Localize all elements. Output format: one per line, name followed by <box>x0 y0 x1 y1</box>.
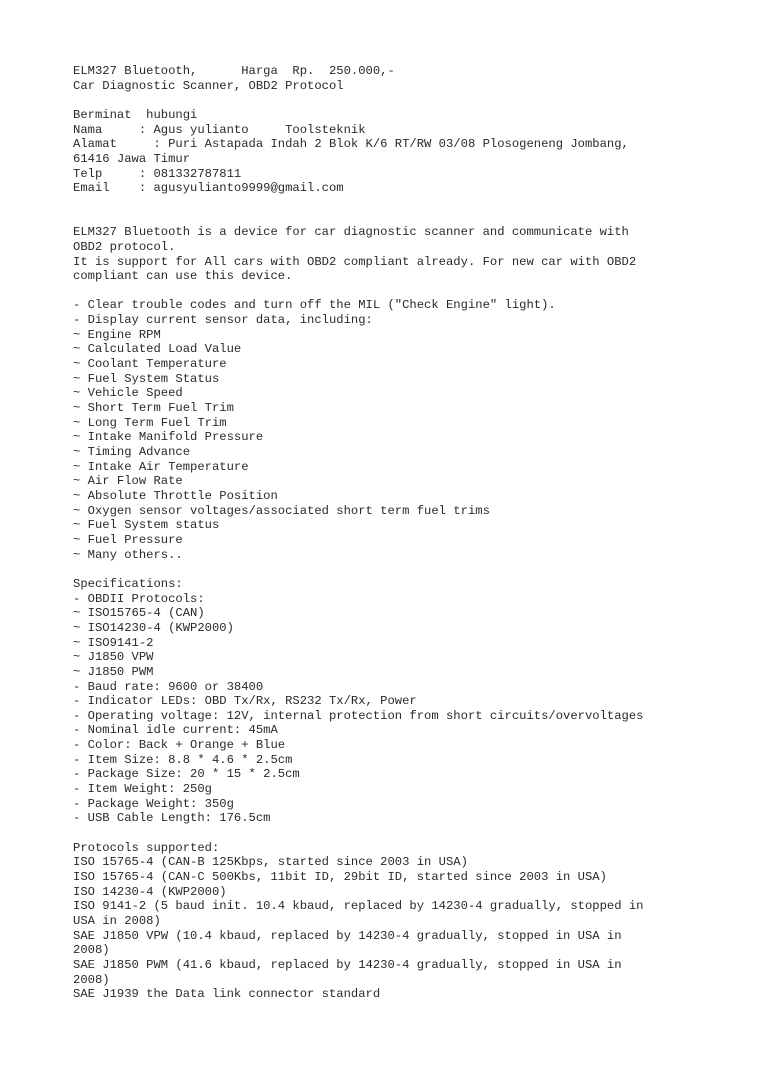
contact-intro: Berminat hubungi <box>73 107 198 122</box>
spec-item: ~ J1850 VPW <box>73 650 154 665</box>
feature-item: ~ Fuel System Status <box>73 371 220 386</box>
specifications-section <box>73 577 753 826</box>
spec-item: - USB Cable Length: 176.5cm <box>73 811 271 826</box>
spec-item: - OBDII Protocols: <box>73 591 205 606</box>
spec-item: ~ ISO14230-4 (KWP2000) <box>73 620 234 635</box>
feature-item: - Display current sensor data, including: <box>73 313 373 328</box>
description-line: compliant can use this device. <box>73 269 293 284</box>
feature-item: ~ Absolute Throttle Position <box>73 488 278 503</box>
spec-item: - Item Weight: 250g <box>73 782 212 797</box>
description-line: It is support for All cars with OBD2 compliant already. For new car with OBD2 <box>73 254 637 269</box>
protocols-heading: Protocols supported: <box>73 840 220 855</box>
contact-phone: Telp : 081332787811 <box>73 166 242 181</box>
feature-item: ~ Short Term Fuel Trim <box>73 401 234 416</box>
description-section <box>73 225 753 284</box>
specifications-heading: Specifications: <box>73 576 183 591</box>
contact-address-cont: 61416 Jawa Timur <box>73 151 191 166</box>
feature-item: ~ Intake Air Temperature <box>73 459 249 474</box>
contact-section <box>73 108 753 196</box>
header-section <box>73 64 753 93</box>
spec-item: - Baud rate: 9600 or 38400 <box>73 679 264 694</box>
spec-item: ~ J1850 PWM <box>73 664 154 679</box>
spec-item: - Operating voltage: 12V, internal protection from short circuits/overvoltages <box>73 708 644 723</box>
protocol-item: USA in 2008) <box>73 913 161 928</box>
spacer <box>73 826 753 841</box>
spacer <box>73 562 753 577</box>
protocol-item: SAE J1939 the Data link connector standard <box>73 987 381 1002</box>
product-subtitle: Car Diagnostic Scanner, OBD2 Protocol <box>73 78 344 93</box>
feature-item: ~ Many others.. <box>73 547 183 562</box>
protocol-item: SAE J1850 VPW (10.4 kbaud, replaced by 14230-4 gradually, stopped in USA in <box>73 928 622 943</box>
feature-item: ~ Air Flow Rate <box>73 474 183 489</box>
features-section <box>73 298 753 562</box>
spec-item: ~ ISO9141-2 <box>73 635 154 650</box>
spec-item: - Indicator LEDs: OBD Tx/Rx, RS232 Tx/Rx, Power <box>73 694 417 709</box>
description-line: OBD2 protocol. <box>73 239 176 254</box>
protocol-item: ISO 9141-2 (5 baud init. 10.4 kbaud, replaced by 14230-4 gradually, stopped in <box>73 899 644 914</box>
feature-item: ~ Fuel Pressure <box>73 532 183 547</box>
feature-item: ~ Engine RPM <box>73 327 161 342</box>
protocol-item: ISO 14230-4 (KWP2000) <box>73 884 227 899</box>
feature-item: ~ Oxygen sensor voltages/associated short term fuel trims <box>73 503 490 518</box>
spec-item: - Package Weight: 350g <box>73 796 234 811</box>
spec-item: - Item Size: 8.8 * 4.6 * 2.5cm <box>73 752 293 767</box>
feature-item: ~ Vehicle Speed <box>73 386 183 401</box>
contact-name: Nama : Agus yulianto Toolsteknik <box>73 122 366 137</box>
spacer <box>73 196 753 225</box>
feature-item: - Clear trouble codes and turn off the MIL ("Check Engine" light). <box>73 298 556 313</box>
document-page <box>73 64 753 1002</box>
spacer <box>73 93 753 108</box>
spec-item: ~ ISO15765-4 (CAN) <box>73 606 205 621</box>
contact-address: Alamat : Puri Astapada Indah 2 Blok K/6 RT/RW 03/08 Plosogeneng Jombang, <box>73 137 629 152</box>
feature-item: ~ Calculated Load Value <box>73 342 242 357</box>
feature-item: ~ Long Term Fuel Trim <box>73 415 227 430</box>
protocol-item: SAE J1850 PWM (41.6 kbaud, replaced by 14230-4 gradually, stopped in USA in <box>73 957 622 972</box>
protocol-item: ISO 15765-4 (CAN-B 125Kbps, started since 2003 in USA) <box>73 855 468 870</box>
protocols-section <box>73 841 753 1002</box>
protocol-item: 2008) <box>73 972 110 987</box>
product-title-price: ELM327 Bluetooth, Harga Rp. 250.000,- <box>73 64 395 78</box>
protocol-item: 2008) <box>73 943 110 958</box>
feature-item: ~ Coolant Temperature <box>73 357 227 372</box>
feature-item: ~ Fuel System status <box>73 518 220 533</box>
spec-item: - Nominal idle current: 45mA <box>73 723 278 738</box>
spec-item: - Package Size: 20 * 15 * 2.5cm <box>73 767 300 782</box>
description-line: ELM327 Bluetooth is a device for car diagnostic scanner and communicate with <box>73 225 629 240</box>
feature-item: ~ Intake Manifold Pressure <box>73 430 264 445</box>
protocol-item: ISO 15765-4 (CAN-C 500Kbs, 11bit ID, 29bit ID, started since 2003 in USA) <box>73 870 607 885</box>
contact-email: Email : agusyulianto9999@gmail.com <box>73 181 344 196</box>
spec-item: - Color: Back + Orange + Blue <box>73 738 286 753</box>
spacer <box>73 284 753 299</box>
feature-item: ~ Timing Advance <box>73 445 191 460</box>
